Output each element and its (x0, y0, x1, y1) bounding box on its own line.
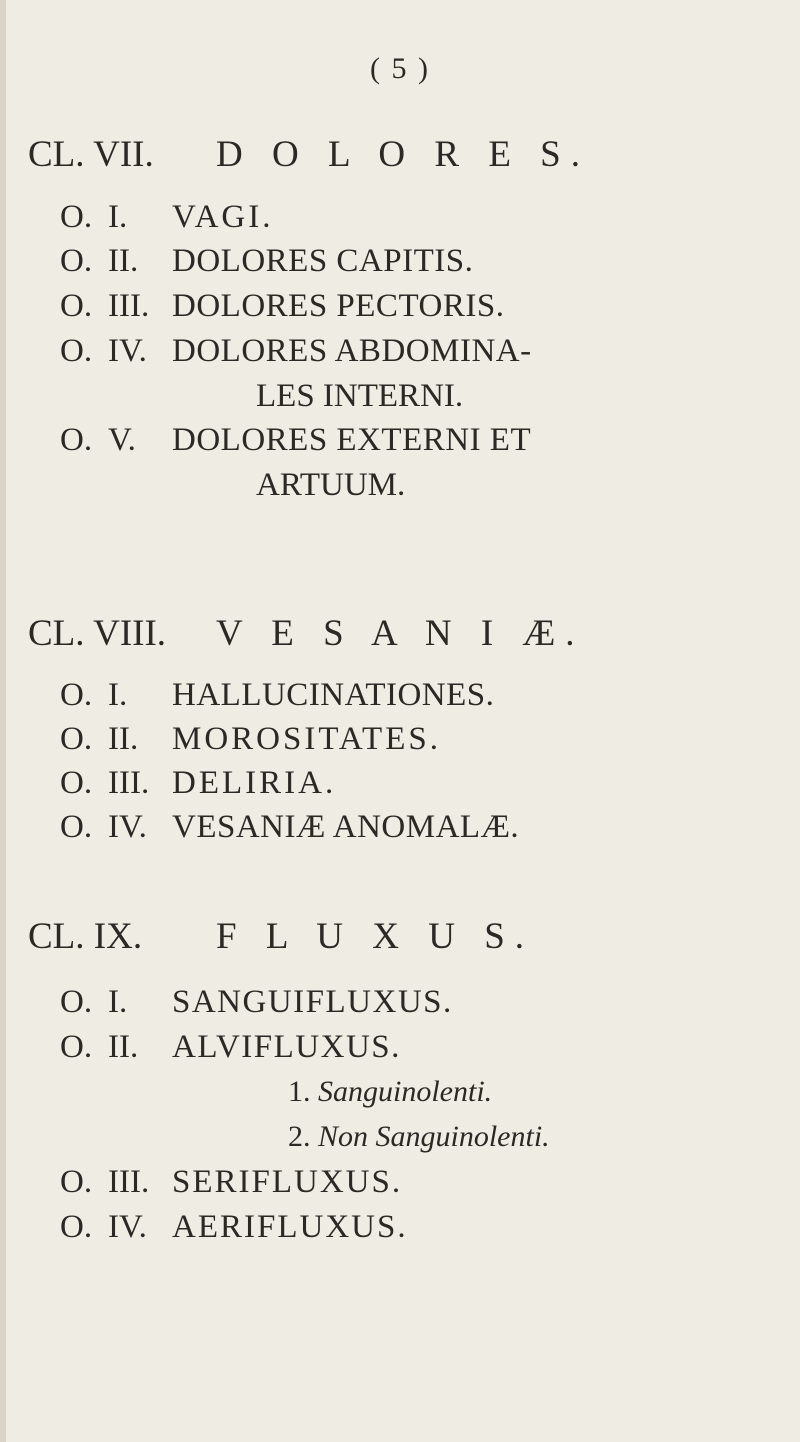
class-title: V E S A N I Æ. (216, 613, 585, 654)
order-row (60, 422, 531, 459)
order-prefix: O. (60, 765, 93, 801)
order-name-continuation: LES INTERNI. (256, 378, 464, 414)
order-name: AERIFLUXUS. (172, 1209, 408, 1245)
page-number: ( 5 ) (370, 52, 430, 85)
sub-item-text: Sanguinolenti. (318, 1075, 493, 1108)
order-prefix: O. (60, 422, 93, 458)
order-row (60, 984, 453, 1021)
order-row (60, 288, 504, 325)
order-name: DOLORES CAPITIS. (172, 243, 474, 279)
sub-item-text: Non Sanguinolenti. (318, 1120, 550, 1153)
order-name: DELIRIA. (172, 765, 337, 801)
class-number: CL. VII. (28, 134, 154, 175)
order-prefix: O. (60, 243, 93, 279)
order-name: SANGUIFLUXUS. (172, 984, 453, 1020)
order-prefix: O. (60, 677, 93, 713)
order-number: IV. (108, 1209, 147, 1245)
order-prefix: O. (60, 288, 93, 324)
order-row (60, 243, 473, 280)
order-name: DOLORES EXTERNI ET (172, 422, 532, 458)
order-prefix: O. (60, 199, 93, 235)
order-row (60, 1209, 408, 1246)
class-title: D O L O R E S. (216, 134, 590, 175)
sub-item (288, 1075, 492, 1109)
order-number: II. (108, 243, 139, 279)
order-row (60, 677, 494, 714)
order-number: III. (108, 765, 150, 801)
class-heading-viii (28, 612, 585, 655)
order-name: MOROSITATES. (172, 721, 441, 757)
order-prefix: O. (60, 1209, 93, 1245)
page-edge (0, 0, 6, 1442)
order-name: VESANIÆ ANOMALÆ. (172, 809, 520, 845)
order-prefix: O. (60, 333, 93, 369)
order-name: SERIFLUXUS. (172, 1164, 403, 1200)
class-number: CL. VIII. (28, 613, 167, 654)
order-prefix: O. (60, 984, 93, 1020)
sub-item-number: 2. (288, 1120, 311, 1153)
order-prefix: O. (60, 809, 93, 845)
order-row (60, 333, 532, 370)
order-number: I. (108, 677, 128, 713)
order-number: II. (108, 1029, 139, 1065)
order-number: I. (108, 199, 128, 235)
order-prefix: O. (60, 721, 93, 757)
class-heading-ix (28, 915, 534, 958)
order-prefix: O. (60, 1164, 93, 1200)
order-row (60, 199, 273, 236)
order-row (60, 765, 336, 802)
order-name: ALVIFLUXUS. (172, 1029, 401, 1065)
sub-item (288, 1120, 550, 1154)
order-number: III. (108, 1164, 150, 1200)
order-number: IV. (108, 333, 147, 369)
order-number: II. (108, 721, 139, 757)
sub-item-number: 1. (288, 1075, 311, 1108)
order-name: HALLUCINATIONES. (172, 677, 495, 713)
order-number: IV. (108, 809, 147, 845)
order-name: DOLORES ABDOMINA- (172, 333, 532, 369)
order-number: V. (108, 422, 136, 458)
order-name-continuation: ARTUUM. (256, 467, 406, 503)
order-row (60, 1029, 401, 1066)
order-number: III. (108, 288, 150, 324)
order-name: VAGI. (172, 199, 274, 235)
order-row (60, 1164, 402, 1201)
order-name: DOLORES PECTORIS. (172, 288, 505, 324)
order-row (60, 809, 519, 846)
order-prefix: O. (60, 1029, 93, 1065)
class-number: CL. IX. (28, 916, 143, 957)
class-title: F L U X U S. (216, 916, 535, 957)
class-heading-vii (28, 133, 590, 176)
order-row (60, 721, 441, 758)
order-number: I. (108, 984, 128, 1020)
